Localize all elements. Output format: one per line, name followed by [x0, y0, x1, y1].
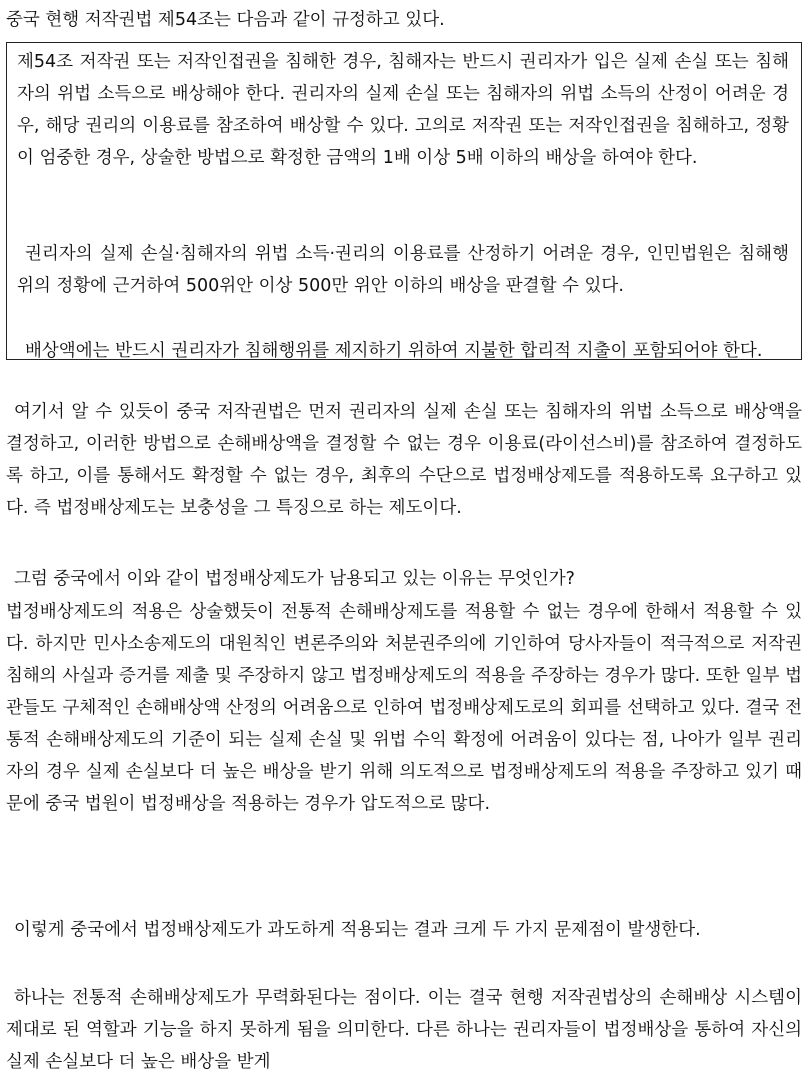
body-paragraph: 하나는 전통적 손해배상제도가 무력화된다는 점이다. 이는 결국 현행 저작권법상의 손해배상 시스템이 제대로 된 역할과 기능을 하지 못하게 됨을 의미한다. 다른 하나는 권리자들이 법정배상을 통하여 자신의 실제 손실보다 더 높은 배상을 받게	[6, 988, 802, 1072]
intro-sentence: 중국 현행 저작권법 제54조는 다음과 같이 규정하고 있다.	[6, 10, 445, 30]
article-54-quote-box	[6, 42, 802, 360]
body-paragraph: 이렇게 중국에서 법정배상제도가 과도하게 적용되는 결과 크게 두 가지 문제점이 발생한다.	[14, 920, 701, 940]
quote-paragraph: 제54조 저작권 또는 저작인접권을 침해한 경우, 침해자는 반드시 권리자가 입은 실제 손실 또는 침해자의 위법 소득으로 배상해야 한다. 권리자의 실제 손실 또는 침해자의 위법 소득의 산정이 어려운 경우, 해당 권리의 이용료를 참조하여 배상할 수 있다. 고의로 저작권 또는 저작인접권을 침해하고, 정황이 엄중한 경우, 상술한 방법으로 확정한 금액의 1배 이상 5배 이하의 배상을 하여야 한다.	[17, 52, 789, 168]
body-paragraph: 그럼 중국에서 이와 같이 법정배상제도가 남용되고 있는 이유는 무엇인가?	[14, 569, 575, 589]
quote-paragraph: 배상액에는 반드시 권리자가 침해행위를 제지하기 위하여 지불한 합리적 지출이 포함되어야 한다.	[25, 341, 763, 361]
body-paragraph: 여기서 알 수 있듯이 중국 저작권법은 먼저 권리자의 실제 손실 또는 침해자의 위법 소득으로 배상액을 결정하고, 이러한 방법으로 손해배상액을 결정할 수 없는 경우 이용료(라이선스비)를 참조하여 결정하도록 하고, 이를 통해서도 확정할 수 없는 경우, 최후의 수단으로 법정배상제도를 적용하도록 요구하고 있다. 즉 법정배상제도는 보충성을 그 특징으로 하는 제도이다.	[6, 402, 802, 518]
body-paragraph: 법정배상제도의 적용은 상술했듯이 전통적 손해배상제도를 적용할 수 없는 경우에 한해서 적용할 수 있다. 하지만 민사소송제도의 대원칙인 변론주의와 처분권주의에 기인하여 당사자들이 적극적으로 저작권 침해의 사실과 증거를 제출 및 주장하지 않고 법정배상제도의 적용을 주장하는 경우가 많다. 또한 일부 법관들도 구체적인 손해배상액 산정의 어려움으로 인하여 법정배상제도로의 회피를 선택하고 있다. 결국 전통적 손해배상제도의 기준이 되는 실제 손실 및 위법 수익 확정에 어려움이 있다는 점, 나아가 일부 권리자의 경우 실제 손실보다 더 높은 배상을 받기 위해 의도적으로 법정배상제도의 적용을 주장하고 있기 때문에 중국 법원이 법정배상을 적용하는 경우가 압도적으로 많다.	[6, 602, 802, 814]
quote-paragraph: 권리자의 실제 손실·침해자의 위법 소득·권리의 이용료를 산정하기 어려운 경우, 인민법원은 침해행위의 정황에 근거하여 500위안 이상 500만 위안 이하의 배상을 판결할 수 있다.	[17, 244, 789, 296]
